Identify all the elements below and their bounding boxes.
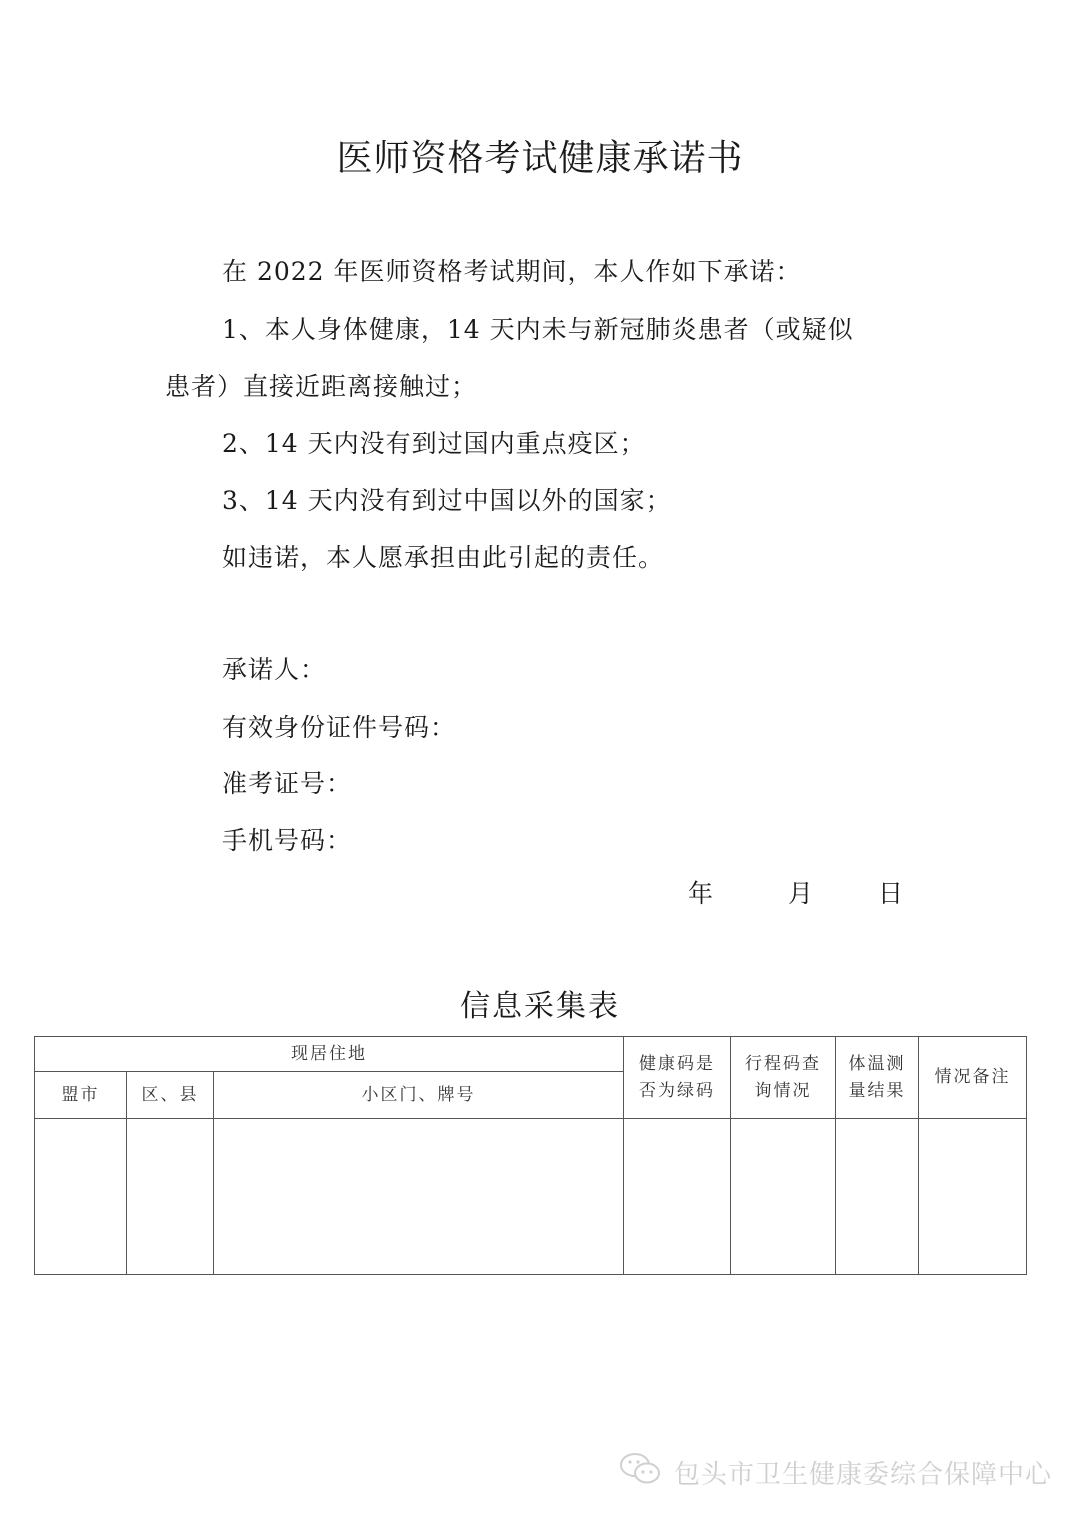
- commitment-1: 1、本人身体健康，14 天内未与新冠肺炎患者（或疑似: [222, 315, 854, 344]
- cell-remarks[interactable]: [919, 1119, 1027, 1275]
- date-day: 日: [878, 879, 904, 908]
- header-travel-code-line2: 询情况: [754, 1080, 812, 1101]
- phone-label: 手机号码：: [222, 826, 353, 855]
- commitment-2: 2、14 天内没有到过国内重点疫区；: [222, 429, 646, 458]
- header-health-code-line2: 否为绿码: [639, 1080, 716, 1101]
- promisor-label: 承诺人：: [222, 655, 327, 684]
- id-number-label: 有效身份证件号码：: [222, 713, 457, 742]
- header-temperature-line2: 量结果: [848, 1080, 906, 1101]
- header-residence: 现居住地: [35, 1037, 624, 1072]
- header-league-city: 盟市: [35, 1072, 127, 1119]
- header-community-address: 小区门、牌号: [214, 1072, 624, 1119]
- violation-clause: 如违诺，本人愿承担由此引起的责任。: [222, 543, 665, 572]
- cell-travel-code[interactable]: [731, 1119, 836, 1275]
- table-row: [35, 1119, 1027, 1275]
- header-travel-code-line1: 行程码查: [745, 1053, 822, 1074]
- document-title: 医师资格考试健康承诺书: [336, 138, 744, 179]
- info-table-title: 信息采集表: [460, 989, 620, 1024]
- watermark: [618, 1452, 1052, 1492]
- cell-district-county[interactable]: [127, 1119, 214, 1275]
- info-collection-table: [34, 1036, 1027, 1275]
- header-health-code-line1: 健康码是: [639, 1053, 716, 1074]
- header-health-code: [624, 1037, 731, 1119]
- cell-community-address[interactable]: [214, 1119, 624, 1275]
- commitment-3: 3、14 天内没有到过中国以外的国家；: [222, 486, 672, 515]
- header-temperature-line1: 体温测: [848, 1053, 906, 1074]
- watermark-text: 包头市卫生健康委综合保障中心: [674, 1459, 1053, 1490]
- commitment-1-continued: 患者）直接近距离接触过；: [165, 372, 478, 401]
- cell-league-city[interactable]: [35, 1119, 127, 1275]
- header-travel-code: [731, 1037, 836, 1119]
- cell-health-code[interactable]: [624, 1119, 731, 1275]
- header-district-county: 区、县: [127, 1072, 214, 1119]
- admission-ticket-label: 准考证号：: [222, 769, 353, 798]
- header-remarks-line1: 情况备注: [934, 1067, 1011, 1087]
- date-year: 年: [688, 879, 714, 908]
- header-temperature: [836, 1037, 919, 1119]
- wechat-icon: [618, 1451, 664, 1494]
- date-month: 月: [788, 879, 814, 908]
- cell-temperature[interactable]: [836, 1119, 919, 1275]
- header-remarks: [919, 1037, 1027, 1119]
- intro-text: 在 2022 年医师资格考试期间，本人作如下承诺：: [222, 257, 802, 286]
